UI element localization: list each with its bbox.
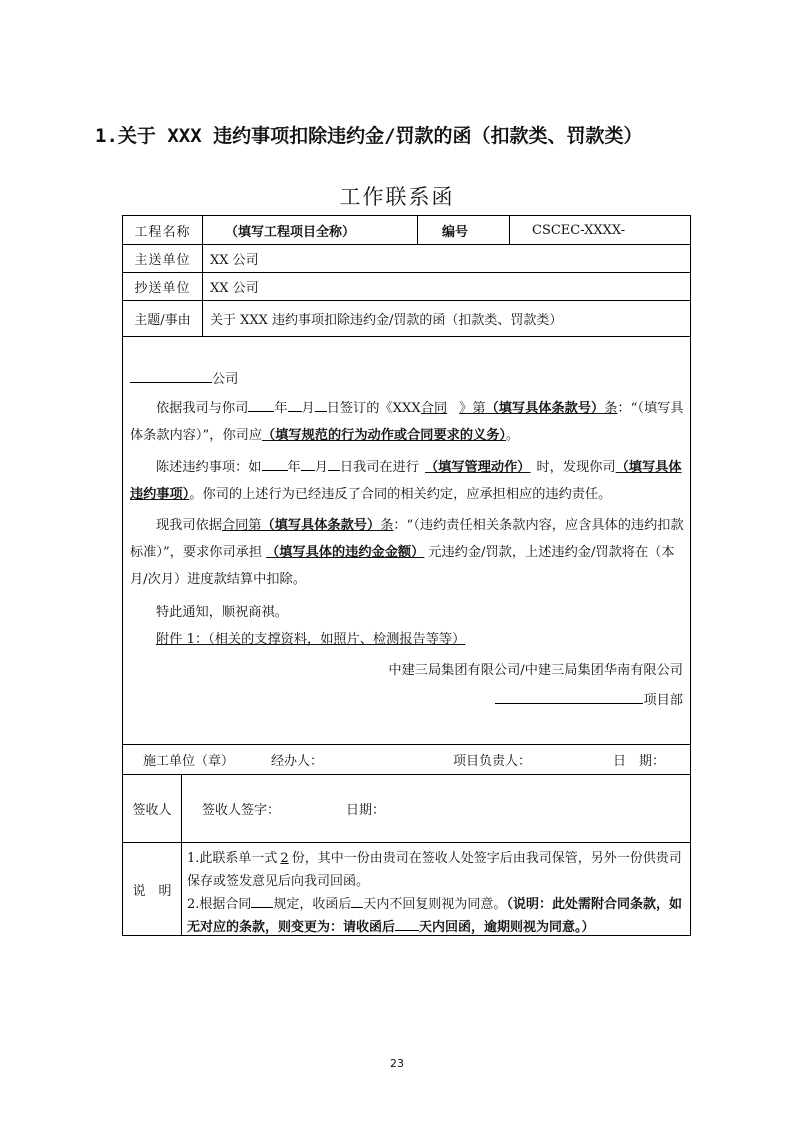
p3-article-no: （填写具体条款号） [261, 518, 381, 533]
note-2-bold-b: 天内回函，逾期则视为同意。） [419, 920, 595, 935]
receipt-signature [181, 775, 690, 842]
subject-label: 主题/事由 [134, 313, 191, 328]
cc-value: XX 公司 [202, 273, 690, 300]
cc-label: 抄送单位 [134, 281, 191, 296]
p1-obligation: （填写规范的行为动作或合同要求的义务） [262, 428, 506, 443]
main-recipient-row [123, 245, 690, 273]
p1-text-a: 依据我司与你司 [156, 401, 249, 416]
note-2-blank-days[interactable] [351, 893, 363, 908]
receipt-date-label: 日期： [346, 803, 386, 818]
number-value: CSCEC-XXXX- [509, 216, 690, 244]
p1-article-suffix: 条 [604, 401, 618, 416]
p3-contract-article: 合同第 [221, 518, 262, 533]
p3-text-a: 现我司依据 [156, 518, 222, 533]
p3-penalty-amount: （填写具体的违约金金额） [266, 545, 425, 560]
p2-month: 月 [314, 460, 328, 475]
addressee-blank[interactable] [130, 368, 212, 383]
form-title: 工作联系函 [339, 185, 455, 209]
note-1-text-b: 份，其中一份由贵司在签收人处签字后由我司保管，另外一份供贵司保存或签发意见后向我司回函。 [187, 851, 682, 889]
p3-text-g: 元违约金/罚款，上述违约金/罚款将在（本月/次月）进度款结算中扣除。 [130, 545, 675, 587]
signature-company: 中建三局集团有限公司/中建三局集团华南有限公司 [388, 663, 683, 678]
subject-value: 关于 XXX 违约事项扣除违约金/罚款的函（扣款类、罚款类） [202, 301, 690, 336]
p1-year-blank[interactable] [248, 397, 274, 412]
manager-label: 项目负责人： [453, 754, 532, 769]
handler-label: 经办人： [271, 754, 324, 769]
addressee-line [130, 366, 685, 393]
note-2-blank-reply-days[interactable] [395, 916, 419, 931]
p2-year: 年 [287, 460, 301, 475]
note-1-text-a: 1.此联系单一式 [187, 851, 278, 866]
note-1-copies: 2 [280, 851, 289, 866]
construction-unit-label: 施工单位（章） [143, 754, 235, 769]
body-paragraph-4: 特此通知，顺祝商祺。 [156, 605, 288, 620]
p2-text-f: 时，发现你司 [536, 460, 616, 475]
p3-text-e: ：“（违约责任相关条款内容，应含具体的违约扣款标准）”，要求你司承担 [130, 518, 684, 560]
addressee-suffix: 公司 [212, 372, 239, 387]
subject-row [123, 301, 690, 337]
notes-text [187, 847, 684, 939]
attachment-line [130, 626, 685, 653]
p2-violation: （填写具体违约事项） [130, 460, 682, 502]
body-paragraph-2 [130, 454, 685, 508]
p1-text-j: ：“（填写具体条款内容）”，你司应 [130, 401, 684, 443]
notes-label: 说 明 [132, 883, 172, 899]
cc-row [123, 273, 690, 301]
note-2-text-b: 规定，收函后 [273, 897, 352, 912]
signature-dept-line [494, 689, 683, 708]
signature-footer-row [123, 745, 690, 775]
project-value: （填写工程项目全称） [202, 216, 417, 244]
body-paragraph-1 [130, 395, 685, 449]
p1-day-blank[interactable] [315, 397, 327, 412]
attachment-text[interactable]: 附件 1：（相关的支撑资料，如照片、检测报告等等） [156, 632, 466, 647]
p1-month-blank[interactable] [288, 397, 302, 412]
p1-article-prefix: 第 [472, 401, 486, 416]
p1-text-d: 日签订的《XXX [326, 401, 421, 416]
note-2 [187, 893, 684, 939]
p2-management-action: （填写管理动作） [425, 460, 531, 475]
p1-month: 月 [301, 401, 315, 416]
date-label: 日 期： [613, 754, 666, 769]
signature-dept: 项目部 [643, 693, 683, 708]
p3-article-suffix: 条 [380, 518, 394, 533]
page-number: 23 [390, 1057, 404, 1070]
number-label: 编号 [417, 216, 509, 244]
note-2-text-c: 天内不回复则视为同意。 [363, 897, 507, 912]
notes-content [181, 843, 690, 935]
note-2-blank-contract[interactable] [251, 893, 273, 908]
p2-day-blank[interactable] [328, 456, 340, 471]
p2-text-d: 日我司在进行 [339, 460, 419, 475]
receipt-label: 签收人 [132, 803, 172, 818]
p2-text-a: 陈述违约事项：如 [156, 460, 262, 475]
notes-row [123, 843, 690, 935]
note-2-text-a: 2.根据合同 [187, 897, 252, 912]
body-paragraph-3 [130, 512, 685, 593]
note-2-bold-a: （说明：此处需附合同条款，如无对应的条款，则变更为：请收函后 [187, 897, 682, 935]
project-row [123, 216, 690, 245]
p1-contract: 合同 [420, 401, 448, 416]
p1-year: 年 [274, 401, 288, 416]
p2-year-blank[interactable] [262, 456, 288, 471]
p2-text-h: 。你司的上述行为已经违反了合同的相关约定，应承担相应的违约责任。 [189, 487, 612, 502]
p1-end: 。 [506, 428, 520, 443]
project-label: 工程名称 [134, 224, 191, 240]
signature-dept-blank[interactable] [495, 689, 643, 704]
receipt-signature-label: 签收人签字： [202, 803, 281, 818]
note-1 [187, 847, 684, 893]
p2-month-blank[interactable] [301, 456, 315, 471]
main-recipient-value: XX 公司 [202, 245, 690, 272]
receipt-row [123, 775, 690, 843]
section-heading: 1.关于 XXX 违约事项扣除违约金/罚款的函（扣款类、罚款类） [95, 125, 643, 147]
p1-bracket: 》 [459, 401, 473, 416]
p1-article-no: （填写具体条款号） [485, 401, 605, 416]
main-recipient-label: 主送单位 [134, 253, 191, 268]
